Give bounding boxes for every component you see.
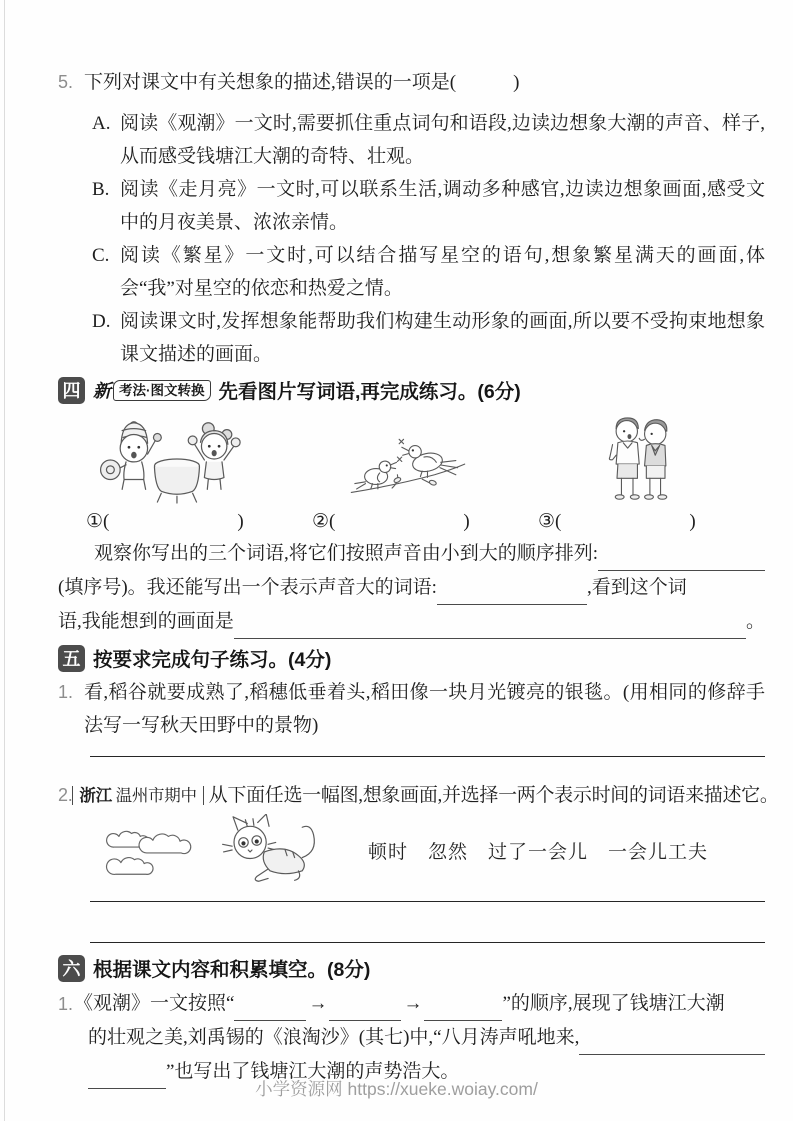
option-c — [58, 239, 765, 305]
question-number: 5. — [58, 72, 74, 92]
blank-close: ) — [237, 511, 244, 532]
answer-line — [90, 942, 765, 943]
blank-open: ①( — [86, 511, 110, 532]
illustration-cat — [218, 814, 322, 886]
new-method-tag — [93, 377, 211, 403]
option-text: 阅读课文时,发挥想象能帮助我们构建生动形象的画面,所以要不受拘束地想象课文描述的画面。 — [120, 311, 765, 365]
source-region: 浙江 — [79, 787, 112, 805]
section-5-header — [58, 643, 765, 673]
option-text: 阅读《走月亮》一文时,可以联系生活,调动多种感官,边读边想象画面,感受文中的月夜美景、浓浓亲情。 — [120, 179, 765, 233]
blank-underline — [437, 576, 587, 605]
scan-edge-line — [4, 0, 5, 1121]
option-label: D. — [92, 311, 111, 332]
arrow-glyph: → — [403, 993, 423, 1014]
instruction-text: 。 — [745, 611, 765, 632]
blank-open: ③( — [538, 511, 562, 532]
question-stem: 下列对课文中有关想象的描述,错误的一项是( ) — [84, 72, 520, 93]
source-exam: 温州市期中 — [115, 786, 197, 805]
section-6-badge: 六 — [58, 955, 85, 982]
question-text: ”也写出了钱塘江大潮的声势浩大。 — [166, 1061, 460, 1082]
word-blank-2 — [312, 507, 538, 537]
question-5 — [58, 66, 765, 371]
option-a — [58, 107, 765, 173]
word-blank-1 — [86, 507, 312, 537]
question-text: 《观潮》一文按照“ — [74, 993, 235, 1014]
instruction-text: 观察你写出的三个词语,将它们按照声音由小到大的顺序排列: — [94, 543, 599, 564]
instruction-text: (填序号)。我还能写出一个表示声音大的词语: — [58, 577, 437, 598]
instruction-text: 语,我能想到的画面是 — [58, 611, 234, 632]
answer-line — [90, 756, 765, 757]
blank-underline — [424, 992, 502, 1021]
question-number: 2. — [58, 785, 73, 805]
question-5-stem-row — [58, 66, 765, 99]
option-text: 阅读《观潮》一文时,需要抓住重点词句和语段,边读边想象大潮的声音、样子,从而感受钱塘江大潮的奇特、壮观。 — [120, 113, 765, 167]
question-text: 看,稻谷就要成熟了,稻穗低垂着头,稻田像一块月光镀亮的银毯。(用相同的修辞手法写一写秋天田野中的景物) — [84, 682, 765, 736]
sort-instruction-line-3 — [58, 605, 765, 639]
section-6-question-1-line-1 — [58, 987, 765, 1021]
section-5-badge: 五 — [58, 645, 85, 672]
blank-underline — [234, 992, 306, 1021]
answer-line — [90, 901, 765, 902]
page-footer: 小学资源网 https://xueke.woiay.com/ — [255, 1079, 538, 1099]
option-label: C. — [92, 245, 110, 266]
section-5-title: 按要求完成句子练习。(4分) — [93, 649, 332, 671]
illustration-children-drumming — [96, 411, 254, 505]
blank-underline — [234, 610, 746, 639]
section-4-title: 先看图片写词语,再完成练习。(6分) — [218, 381, 521, 403]
question-text: 从下面任选一幅图,想象画面,并选择一两个表示时间的词语来描述它。 — [208, 785, 779, 806]
worksheet-content — [58, 66, 779, 1089]
illustration-boys-whispering — [598, 409, 684, 505]
illustration-clouds — [102, 818, 196, 882]
question-source-tag — [72, 786, 203, 805]
option-text: 阅读《繁星》一文时,可以结合描写星空的语句,想象繁星满天的画面,体会“我”对星空的依恋和热爱之情。 — [120, 245, 765, 299]
blank-underline — [579, 1026, 765, 1055]
time-words-list: 顿时 忽然 过了一会儿 一会儿工夫 — [368, 841, 709, 863]
section-5-question-2 — [58, 780, 779, 811]
tag-prefix: 新 — [93, 381, 111, 401]
question-text: ”的顺序,展现了钱塘江大潮 — [502, 993, 725, 1014]
illustration-birds-on-branch — [346, 425, 470, 505]
option-b — [58, 173, 765, 239]
word-blanks-row — [58, 507, 765, 537]
blank-underline — [329, 992, 401, 1021]
sort-instruction-line-2 — [58, 571, 765, 605]
question-number: 1. — [58, 994, 74, 1014]
section-4-illustrations — [58, 409, 765, 505]
question-number: 1. — [58, 682, 74, 702]
section-6-title: 根据课文内容和积累填空。(8分) — [93, 959, 371, 981]
sort-instruction-line-1 — [58, 537, 765, 571]
section-6-question-1-line-2 — [58, 1021, 765, 1055]
blank-close: ) — [463, 511, 470, 532]
blank-underline — [598, 542, 765, 571]
arrow-glyph: → — [308, 993, 328, 1014]
blank-close: ) — [689, 511, 696, 532]
blank-open: ②( — [312, 511, 336, 532]
option-d — [58, 305, 765, 371]
question-text: 的壮观之美,刘禹锡的《浪淘沙》(其七)中,“八月涛声吼地来, — [88, 1027, 580, 1048]
tag-body: 考法·图文转换 — [113, 380, 211, 401]
section-4-badge: 四 — [58, 377, 85, 404]
option-label: A. — [92, 113, 111, 134]
word-blank-3 — [538, 507, 764, 537]
instruction-text: ,看到这个词 — [586, 577, 687, 598]
section-5-illustrations — [58, 813, 765, 887]
section-4-header — [58, 375, 765, 405]
section-5-question-1 — [58, 676, 765, 742]
option-label: B. — [92, 179, 110, 200]
section-6-header — [58, 953, 765, 983]
